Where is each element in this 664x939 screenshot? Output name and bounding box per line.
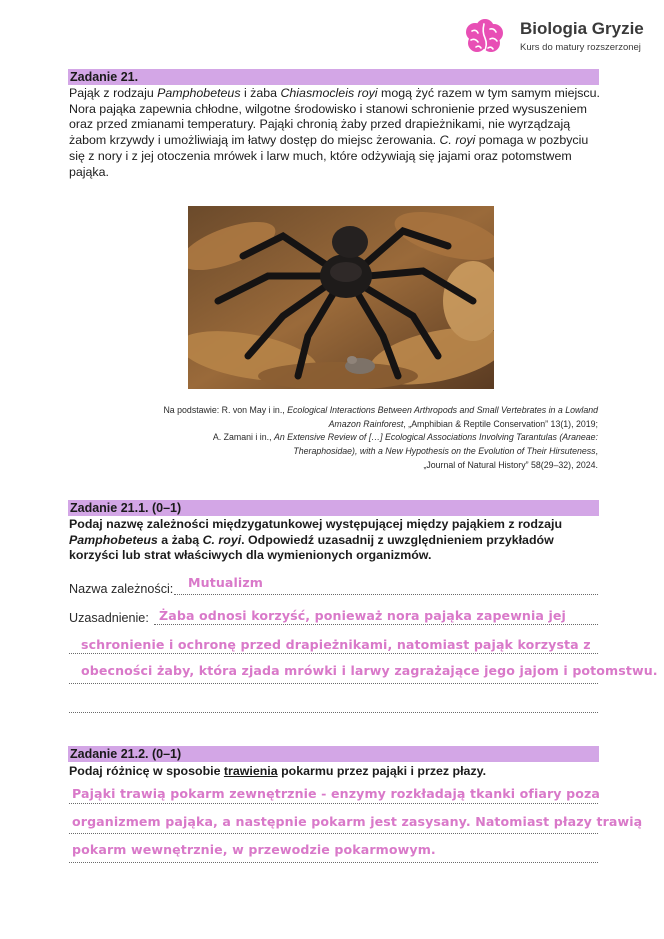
text: „Journal of Natural History” 58(29–32), 2024. — [423, 459, 598, 470]
text: Podaj nazwę zależności międzygatunkowej występującej między pająkiem z rodzaju — [69, 517, 563, 531]
text: a żabą — [157, 532, 203, 547]
italic-text: C. royi — [439, 133, 476, 148]
task-21-1-question — [69, 517, 604, 564]
source-line — [92, 418, 598, 432]
answer-line[interactable] — [69, 833, 598, 834]
italic-text: Theraphosidae), with a New Hypothesis on the Evolution of Their Hirsuteness — [293, 446, 596, 457]
text: pomaga w pozbyciu się z nory i z jej otoczenia mrówek i larw much, które odżywiają się jajami oraz potomstwem pająka. — [69, 133, 589, 179]
source-line — [92, 459, 598, 473]
question-text: pokarmu przez pająki i przez płazy. — [277, 764, 487, 778]
sources-note — [92, 404, 598, 473]
italic-text: Chiasmocleis royi — [280, 86, 378, 100]
source-line — [92, 404, 598, 418]
justification-answer-line: Żaba odnosi korzyść, ponieważ nora pająka zapewnia jej — [159, 608, 566, 623]
text: A. Zamani i in., — [212, 432, 274, 443]
brand-subtitle: Kurs do matury rozszerzonej — [520, 42, 641, 53]
brain-icon — [463, 18, 505, 58]
justification-line[interactable] — [154, 624, 598, 625]
italic-text: Pamphobeteus — [69, 532, 158, 547]
text: Pająk z rodzaju — [69, 86, 158, 100]
text: . Odpowiedź uzasadnij z uwzględnieniem przykładów korzyści lub strat właściwych dla wymienionych organizmów. — [69, 532, 554, 563]
brand-name: Biologia Gryzie — [520, 19, 644, 38]
tarantula-and-frog-photo — [188, 206, 494, 389]
text: , „Amphibian & Reptile Conservation” 13(1), 2019; — [403, 418, 598, 429]
relation-label: Nazwa zależności: — [69, 582, 174, 596]
source-line — [92, 445, 598, 459]
italic-text: C. royi — [202, 532, 242, 547]
answer-line[interactable] — [69, 803, 598, 804]
text: i żaba — [240, 86, 281, 100]
text: , — [595, 446, 598, 457]
digestion-answer-line: Pająki trawią pokarm zewnętrznie - enzymy rozkładają tkanki ofiary poza — [72, 786, 600, 801]
task-21-2-heading: Zadanie 21.2. (0–1) — [68, 746, 599, 762]
digestion-answer-line: pokarm wewnętrznie, w przewodzie pokarmowym. — [72, 842, 436, 857]
justification-line[interactable] — [69, 653, 598, 654]
task-21-intro — [69, 86, 604, 180]
task-21-2-question — [69, 764, 604, 780]
digestion-answer-line: organizmem pająka, a następnie pokarm jest zasysany. Natomiast płazy trawią — [72, 814, 643, 829]
text: mogą żyć razem w tym samym miejscu. Nora pająka zapewnia chłodne, wilgotne środowisko i stanowi schronienie przed wysuszeniem oraz przed zmianami temperatury. Pająki chronią żaby przed drapieżnikami, nie wyrządzają żabom krzywdy i umożliwiają im łatwy dostęp do miejsc żerowania. — [69, 86, 600, 148]
brand — [463, 18, 658, 58]
justification-line[interactable] — [69, 712, 598, 713]
question-text: Podaj różnicę w sposobie — [69, 764, 224, 778]
italic-text: Amazon Rainforest — [328, 418, 404, 429]
justification-answer-line: schronienie i ochronę przed drapieżnikami, natomiast pająk korzysta z — [81, 637, 591, 652]
relation-answer: Mutualizm — [188, 575, 263, 590]
task-21-1-heading: Zadanie 21.1. (0–1) — [68, 500, 599, 516]
justification-answer-line: obecności żaby, która zjada mrówki i larwy zagrażające jego jajom i potomstwu. — [81, 663, 658, 678]
answer-line[interactable] — [69, 862, 598, 863]
italic-text: Ecological Interactions Between Arthropods and Small Vertebrates in a Lowland — [287, 405, 598, 415]
justification-label: Uzasadnienie: — [69, 611, 149, 625]
italic-text: An Extensive Review of […] Ecological Associations Involving Tarantulas (Araneae: — [273, 432, 598, 443]
justification-line[interactable] — [69, 683, 598, 684]
text: Na podstawie: R. von May i in., — [163, 405, 288, 415]
task-21-heading: Zadanie 21. — [68, 69, 599, 85]
italic-text: Pamphobeteus — [157, 86, 241, 100]
source-line — [92, 431, 598, 445]
question-underlined-word: trawienia — [223, 764, 278, 778]
relation-answer-line[interactable] — [174, 594, 598, 595]
